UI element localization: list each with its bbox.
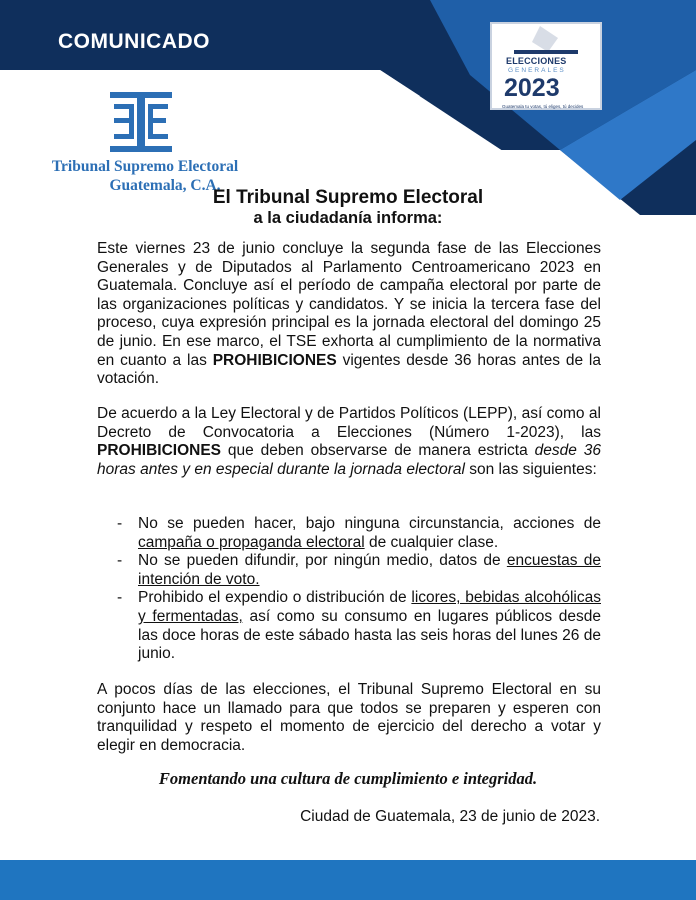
p1-text-end: vigentes desde 36 horas antes de la votación. [97,351,601,388]
paragraph-3: A pocos días de las elecciones, el Tribunal Supremo Electoral en su conjunto hace un llamado para que todos se preparen y esperen con tranquilidad y respeto el momento de ejercicio del derecho a votar y elegir en democracia. [97,681,601,754]
comunicado-label: COMUNICADO [58,30,210,53]
p1-bold: PROHIBICIONES [212,351,337,369]
bullet-underline: encuestas de intención de voto. [138,552,601,588]
p2-bold: PROHIBICIONES [97,442,222,460]
elecciones-2023-logo [490,22,602,110]
p2-italic: desde 36 horas antes y en especial durante la jornada electoral [97,442,602,478]
bullet-text: Prohibido el expendio o distribución de [138,589,412,607]
list-item [97,589,601,663]
paragraph-1 [97,240,601,389]
bullet-dash: - [117,515,123,532]
p2-text-end: son las siguientes: [464,460,597,478]
tse-logo-icon [108,90,174,159]
p2-text-mid: que deben observarse de manera estricta [221,442,535,460]
slogan: Fomentando una cultura de cumplimiento e integridad. [158,769,538,788]
tse-name-line2: Guatemala, C.A. [109,177,221,194]
footer-bar [0,860,696,900]
bullet-dash: - [117,589,123,607]
badge-tagline: Guatemala tu votas, tú eliges, tú decides [502,104,584,109]
tse-name-line1: Tribunal Supremo Electoral [51,158,239,175]
closing-date: Ciudad de Guatemala, 23 de junio de 2023. [300,808,600,825]
headline-title: El Tribunal Supremo Electoral [212,187,484,208]
badge-subtitle: GENERALES [508,67,566,74]
badge-title: ELECCIONES [506,56,567,66]
bullet-underline: campaña o propaganda electoral [138,533,365,551]
headline-subtitle: a la ciudadanía informa: [253,209,443,227]
bullet-dash: - [117,552,123,570]
p1-text: Este viernes 23 de junio concluye la segunda fase de las Elecciones Generales y de Diputados al Parlamento Centroamericano 2023 en Guatemala. Concluye así el período de campaña electoral por parte de las organizaciones políticas y candidatos. Y se inicia la tercera fase del proceso, cuya expresión principal es la jornada electoral del domingo 25 de junio. En ese marco, el TSE exhorta al cumplimiento de la normativa en cuanto a las [97,240,601,369]
prohibitions-list [97,515,601,664]
paragraph-2 [97,405,601,479]
bullet-text-end: de cualquier clase. [364,533,499,551]
bullet-text: No se pueden difundir, por ningún medio, datos de [138,552,507,570]
bullet-text-end: así como su consumo en lugares públicos desde las doce horas de este sábado hasta las seis horas del lunes 26 de junio. [138,607,601,663]
list-item [97,552,601,589]
list-item [97,515,601,552]
badge-year: 2023 [504,74,560,102]
banner-white-edge [0,70,420,96]
bullet-text: No se pueden hacer, bajo ninguna circunstancia, acciones de [138,515,601,532]
p2-text: De acuerdo a la Ley Electoral y de Partidos Políticos (LEPP), así como al Decreto de Convocatoria a Elecciones (Número 1-2023), las [97,405,601,441]
bullet-underline: licores, bebidas alcohólicas y fermentadas, [138,589,601,625]
